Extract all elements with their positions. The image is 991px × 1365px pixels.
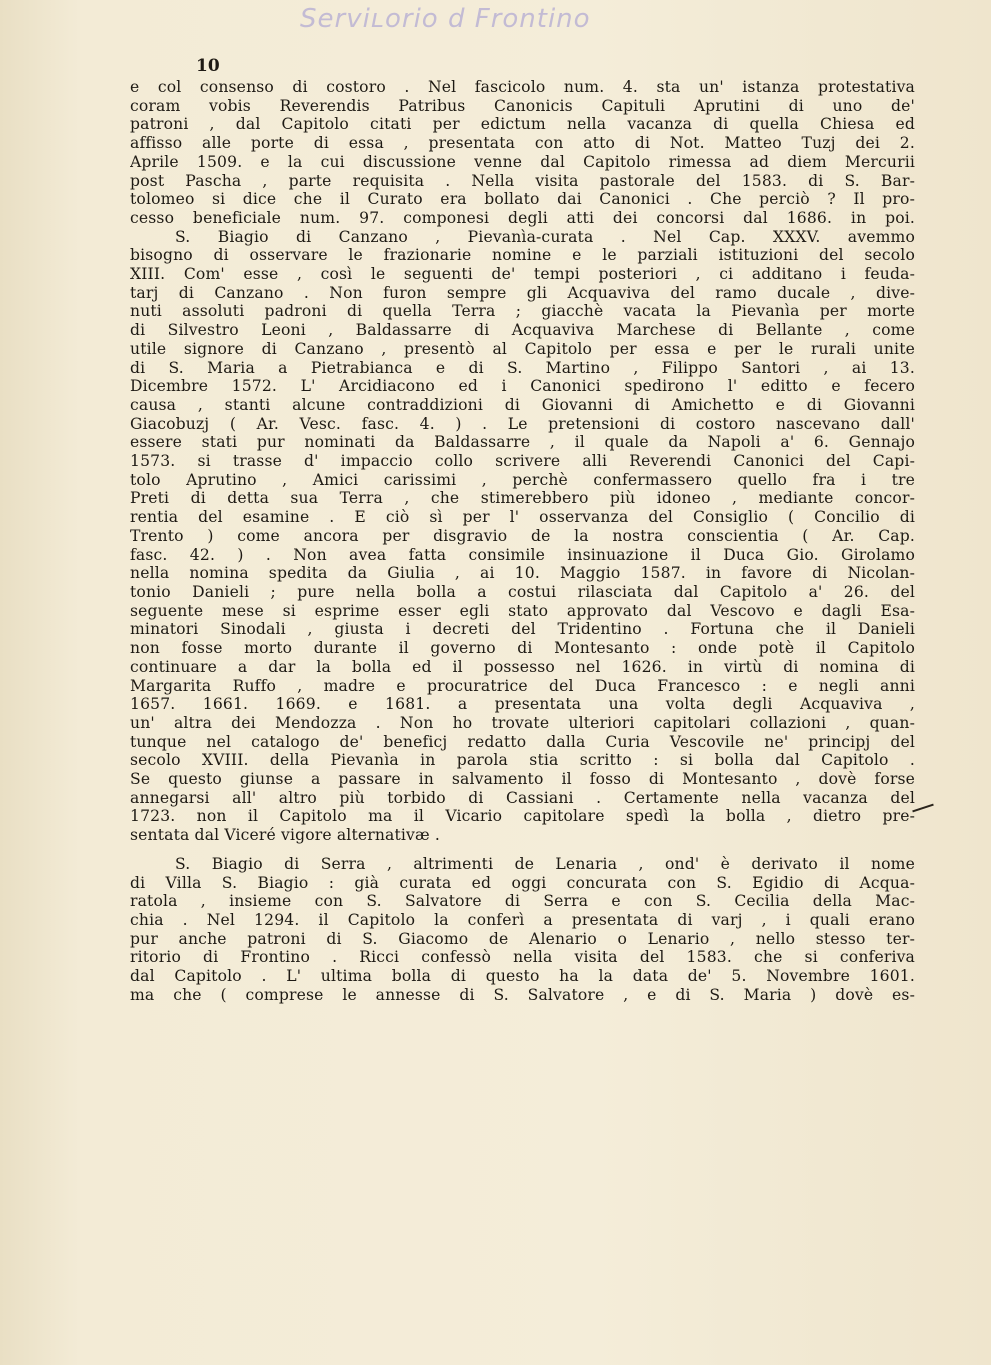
text-line: pur anche patroni di S. Giacomo de Alenario o Lenario , nello stesso ter- bbox=[130, 929, 915, 948]
text-line: Aprile 1509. e la cui discussione venne dal Capitolo rimessa ad diem Mercurii bbox=[130, 152, 915, 171]
text-line: tolo Aprutino , Amici carissimi , perchè confermassero quello fra i tre bbox=[130, 470, 915, 489]
handwritten-annotation: Serviʟorio d Frontino bbox=[300, 4, 591, 34]
text-line: ma che ( comprese le annesse di S. Salvatore , e di S. Maria ) dovè es- bbox=[130, 985, 915, 1004]
text-line: di S. Maria a Pietrabianca e di S. Martino , Filippo Santori , ai 13. bbox=[130, 358, 915, 377]
text-line: ratola , insieme con S. Salvatore di Serra e con S. Cecilia della Mac- bbox=[130, 892, 915, 911]
text-line: coram vobis Reverendis Patribus Canonicis Capituli Aprutini di uno de' bbox=[130, 96, 915, 115]
text-line: secolo XVIII. della Pievanìa in parola stia scritto : si bolla dal Capitolo . bbox=[130, 751, 915, 770]
paragraph-gap bbox=[130, 845, 915, 855]
text-line: Trento ) come ancora per disgravio de la nostra conscientia ( Ar. Cap. bbox=[130, 526, 915, 545]
text-line: post Pascha , parte requisita . Nella visita pastorale del 1583. di S. Bar- bbox=[130, 171, 915, 190]
text-line: sentata dal Viceré vigore alternativæ . bbox=[130, 826, 441, 845]
text-line: chia . Nel 1294. il Capitolo la conferì a presentata di varj , i quali erano bbox=[130, 910, 915, 929]
text-line: e col consenso di costoro . Nel fascicolo num. 4. sta un' istanza protestativa bbox=[130, 78, 915, 96]
text-line: non fosse morto durante il governo di Montesanto : onde potè il Capitolo bbox=[130, 639, 915, 658]
text-line: 1573. si trasse d' impaccio collo scrivere alli Reverendi Canonici del Capi- bbox=[130, 452, 915, 471]
text-line: un' altra dei Mendozza . Non ho trovate ulteriori capitolari collazioni , quan- bbox=[130, 713, 915, 732]
text-line: Giacobuzj ( Ar. Vesc. fasc. 4. ) . Le pretensioni di costoro nascevano dall' bbox=[130, 414, 915, 433]
page-number: 10 bbox=[196, 56, 220, 76]
paragraph-2 bbox=[130, 228, 915, 845]
text-line: Dicembre 1572. L' Arcidiacono ed i Canonici spedirono l' editto e fecero bbox=[130, 377, 915, 396]
text-line: 1657. 1661. 1669. e 1681. a presentata una volta degli Acquaviva , bbox=[130, 695, 915, 714]
text-line: patroni , dal Capitolo citati per edictum nella vacanza di quella Chiesa ed bbox=[130, 115, 915, 134]
text-line: XIII. Com' esse , così le seguenti de' tempi posteriori , ci additano i feuda- bbox=[130, 265, 915, 284]
text-line: tolomeo si dice che il Curato era bollato dai Canonici . Che perciò ? Il pro- bbox=[130, 190, 915, 209]
text-line: tarj di Canzano . Non furon sempre gli Acquaviva del ramo ducale , dive- bbox=[130, 283, 915, 302]
text-line: Se questo giunse a passare in salvamento il fosso di Montesanto , dovè forse bbox=[130, 770, 915, 789]
text-line: bisogno di osservare le frazionarie nomine e le parziali istituzioni del secolo bbox=[130, 246, 915, 265]
text-line: dal Capitolo . L' ultima bolla di questo ha la data de' 5. Novembre 1601. bbox=[130, 967, 915, 986]
text-line: di Villa S. Biagio : già curata ed oggi concurata con S. Egidio di Acqua- bbox=[130, 873, 915, 892]
text-line: continuare a dar la bolla ed il possesso nel 1626. in virtù di nomina di bbox=[130, 657, 915, 676]
text-line: tonio Danieli ; pure nella bolla a costui rilasciata dal Capitolo a' 26. del bbox=[130, 582, 915, 601]
text-line: nuti assoluti padroni di quella Terra ; giacchè vacata la Pievanìa per morte bbox=[130, 302, 915, 321]
paragraph-1 bbox=[130, 78, 915, 228]
text-line: 1723. non il Capitolo ma il Vicario capitolare spedì la bolla , dietro pre- bbox=[130, 807, 915, 826]
text-line: seguente mese si esprime esser egli stato approvato dal Vescovo e dagli Esa- bbox=[130, 601, 915, 620]
text-line: minatori Sinodali , giusta i decreti del Tridentino . Fortuna che il Danieli bbox=[130, 620, 915, 639]
text-line: Preti di detta sua Terra , che stimerebbero più idoneo , mediante concor- bbox=[130, 489, 915, 508]
text-line: tunque nel catalogo de' beneficj redatto dalla Curia Vescovile ne' principj del bbox=[130, 732, 915, 751]
text-line: nella nomina spedita da Giulia , ai 10. Maggio 1587. in favore di Nicolan- bbox=[130, 564, 915, 583]
body-text bbox=[130, 78, 915, 1004]
text-line: ritorio di Frontino . Ricci confessò nella visita del 1583. che si conferiva bbox=[130, 948, 915, 967]
text-line: di Silvestro Leoni , Baldassarre di Acquaviva Marchese di Bellante , come bbox=[130, 321, 915, 340]
paragraph-3 bbox=[130, 855, 915, 1005]
text-line: cesso beneficiale num. 97. componesi degli atti dei concorsi dal 1686. in poi. bbox=[130, 208, 915, 227]
text-line: fasc. 42. ) . Non avea fatta consimile insinuazione il Duca Gio. Girolamo bbox=[130, 545, 915, 564]
text-line: S. Biagio di Serra , altrimenti de Lenaria , ond' è derivato il nome bbox=[175, 854, 915, 873]
text-line: affisso alle porte di essa , presentata con atto di Not. Matteo Tuzj dei 2. bbox=[130, 134, 915, 153]
text-line: rentia del esamine . E ciò sì per l' osservanza del Consiglio ( Concilio di bbox=[130, 508, 915, 527]
text-line: annegarsi all' altro più torbido di Cassiani . Certamente nella vacanza del bbox=[130, 788, 915, 807]
text-line: causa , stanti alcune contraddizioni di Giovanni di Amichetto e di Giovanni bbox=[130, 395, 915, 414]
text-line: Margarita Ruffo , madre e procuratrice del Duca Francesco : e negli anni bbox=[130, 676, 915, 695]
text-line: S. Biagio di Canzano , Pievanìa-curata . Nel Cap. XXXV. avemmo bbox=[175, 227, 915, 246]
margin-pencil-mark bbox=[912, 804, 934, 813]
text-line: utile signore di Canzano , presentò al Capitolo per essa e per le rurali unite bbox=[130, 339, 915, 358]
text-line: essere stati pur nominati da Baldassarre , il quale da Napoli a' 6. Gennajo bbox=[130, 433, 915, 452]
